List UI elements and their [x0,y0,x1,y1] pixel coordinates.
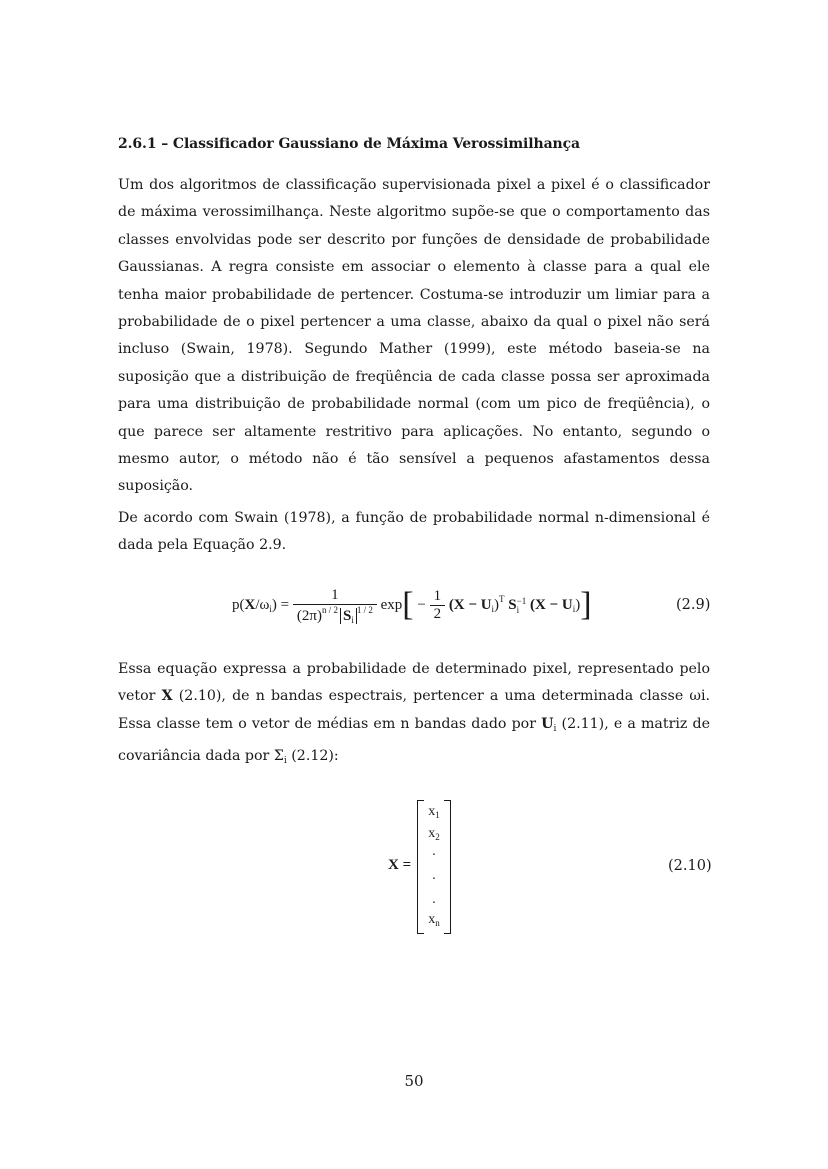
column-vector-matrix [417,800,451,934]
matrix-entry-5: . [432,892,436,907]
left-bracket: [ [402,586,414,623]
eq-fraction: $\frac{1}{(2\pi)^{n / 2} S_i^{1 / 2}}$ [293,587,377,625]
page-number: 50 [404,1072,424,1090]
paragraph-2: De acordo com Swain (1978), a função de probabilidade normal n-dimensional é dada pela Equação 2.9. [118,510,710,554]
matrix-entry-2: $x_2$ [428,826,440,842]
section-heading: 2.6.1 – Classificador Gaussiano de Máxima Verossimilhança [118,136,581,152]
equation-2-10-lhs: X = [388,857,412,873]
matrix-entry-6: $x_n$ [428,912,440,928]
matrix-entry-4: . [432,868,436,883]
matrix-entry-3: . [432,844,436,859]
equation-number-2-10: (2.10) [668,858,712,874]
matrix-entry-1: $x_1$ [428,804,440,820]
paragraph-1: Um dos algoritmos de classificação supervisionada pixel a pixel é o classificador de máxima verossimilhança. Neste algoritmo supõe-se que o comportamento das classes envolvidas pode ser descrito por funções de densidade de probabilidade Gaussianas. A regra consiste em associar o elemento à classe para a qual ele tenha maior probabilidade de pertencer. Costuma-se introduzir um limiar para a probabilidade de o pixel pertencer a uma classe, abaixo da qual o pixel não será incluso (Swain, 1978). Segundo Mather (1999), este método baseia-se na suposição que a distribuição de freqüência de cada classe possa ser aproximada para uma distribuição de probabilidade normal (com um pico de freqüência), o que parece ser altamente restritivo para aplicações. No entanto, segundo o mesmo autor, o método não é tão sensível a pequenos afastamentos dessa suposição. [118,177,710,495]
equation-number-2-9: (2.9) [676,597,711,613]
equation-2-9: $p(X/\omega_i)$ = $\frac{1}{(2\pi)^{n / 2} S_i^{1 / 2}}$ exp[ − $\frac{1}{2}$ $(X - U_i)^T$ S −1 i $(X - U_i)$] [232,586,592,625]
paragraph-3: Essa equação expressa a probabilidade de determinado pixel, representado pelo vetor X (2.10), de n bandas espectrais, pertencer a uma determinada classe ωi. Essa classe tem o vetor de médias em n bandas dado por $U_i$ (2.11), e a matriz de covariância dada por $\Sigma_i$ (2.12): [118,661,710,767]
right-bracket: ] [580,586,592,623]
